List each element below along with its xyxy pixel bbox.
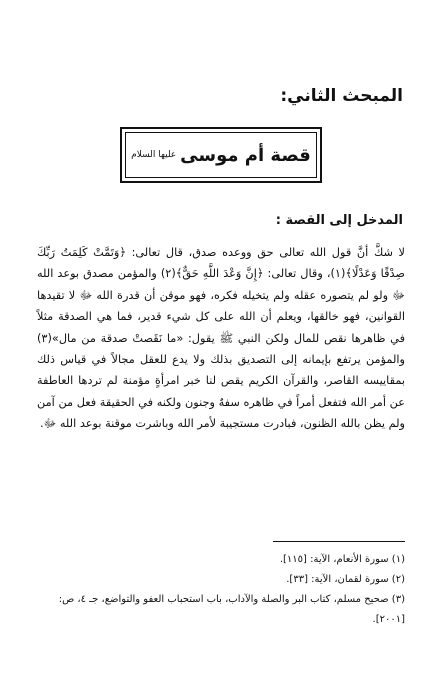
footnote-divider xyxy=(273,541,405,542)
honorific-text: عليها السلام xyxy=(131,150,177,160)
section-heading: المدخل إلى القصة : xyxy=(275,213,403,228)
body-paragraph: لا شكَّ أنَّ قول الله تعالى حق ووعده صدق، قال تعالى: ﴿وَتَمَّتْ كَلِمَتُ رَبِّكَ صِدْقًا وَعَدْلًا﴾(١)، وقال تعالى: ﴿إِنَّ وَعْدَ اللَّهِ حَقٌّ﴾(٢) والمؤمن مصدق بوعد الله ﷻ ولو لم يتصوره عقله ولم يتخيله فكره، فهو موقن أن قدرة الله ﷻ لا تقيدها القوانين، فهو خالقها، ويعلم أن الله على كل شيء قدير، فما هي الصدقة مثلاً في ظاهرها نقص للمال ولكن النبي ﷺ يقول: «ما نَقَصتْ صدقة من مال»(٣) والمؤمن يرتفع بإيمانه إلى التصديق بذلك ولا يدع للعقل مجالاً في قياس ذلك بمقاييسه القاصر، والقرآن الكريم يقص لنا خبر امرأةٍ مؤمنة لم تردها العاطفة عن أمر الله فتفعل أمراً في ظاهره سفهٌ وجنون ولكنه في الحقيقة فعل من آمن ولم يظن بالله الظنون، فبادرت مستجيبة لأمر الله وباشرت موقنة بوعد الله ﷻ. xyxy=(37,246,405,431)
page-heading: المبحث الثاني: xyxy=(280,86,403,106)
title-frame xyxy=(120,127,322,183)
story-title-line xyxy=(122,129,320,181)
footnote-2: (٢) سورة لقمان، الآية: [٣٣]. xyxy=(286,574,405,585)
story-title: قصة أم موسى xyxy=(180,144,311,166)
footnote-1: (١) سورة الأنعام، الآية: [١١٥]. xyxy=(279,554,405,565)
footnotes-list xyxy=(35,550,405,630)
footnote-3: (٣) صحيح مسلم، كتاب البر والصلة والآداب، باب استحباب العفو والتواضع، جـ ٤، ص: [٢٠٠١]. xyxy=(58,594,405,625)
